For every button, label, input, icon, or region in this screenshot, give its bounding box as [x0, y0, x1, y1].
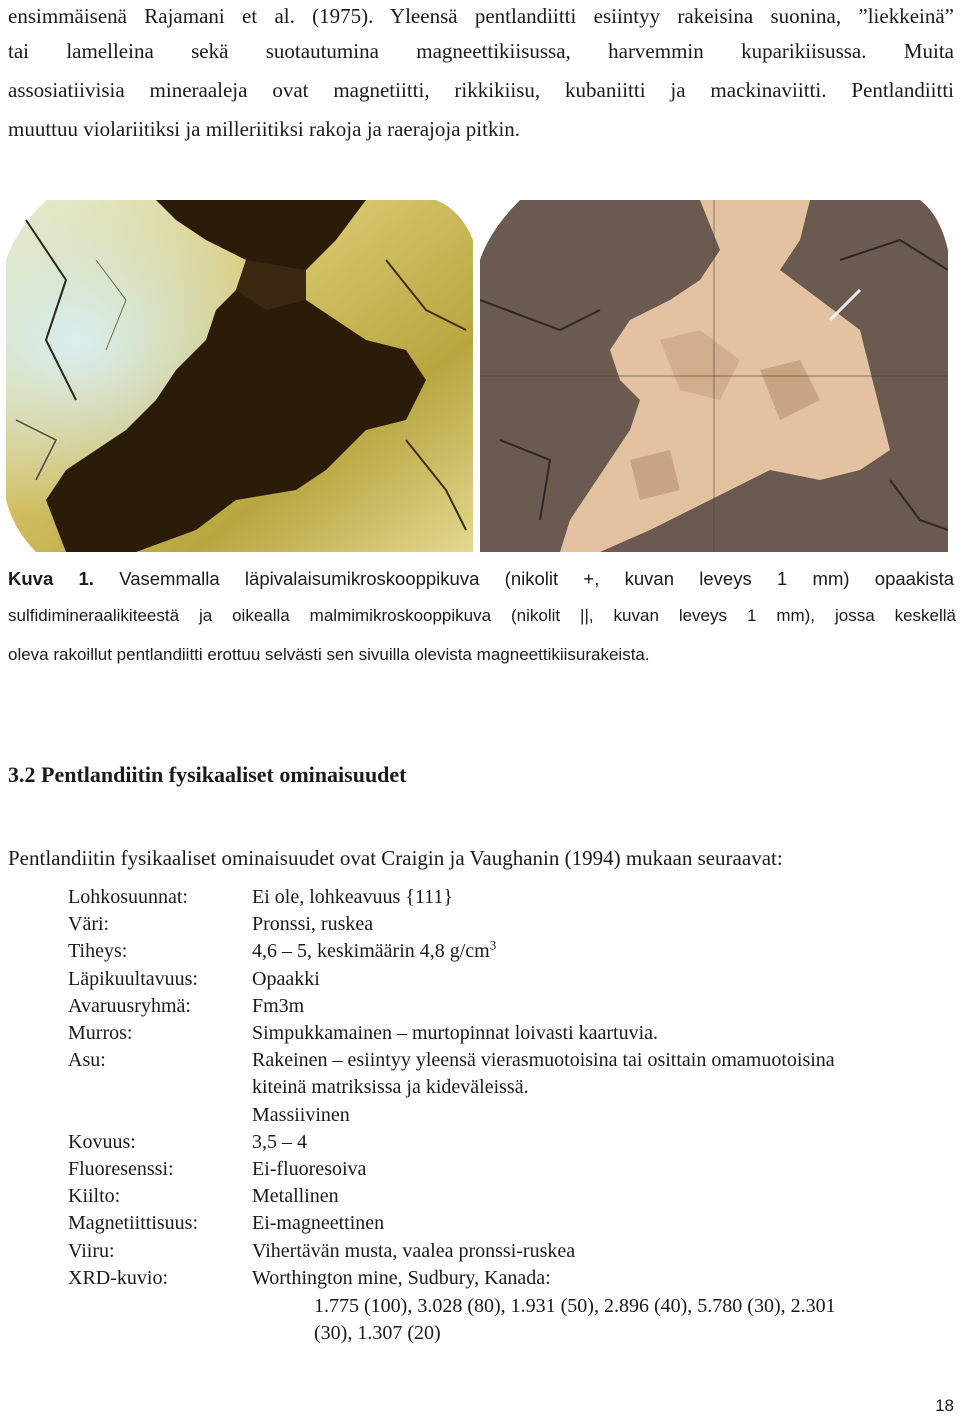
property-value-text: Massiivinen — [252, 1103, 350, 1126]
reflected-light-micrograph — [480, 200, 948, 552]
property-value — [252, 966, 320, 992]
property-value — [252, 1102, 350, 1128]
property-value — [252, 1047, 835, 1073]
property-label: XRD-kuvio: — [68, 1266, 168, 1289]
figure-caption-line-1 — [8, 566, 954, 592]
property-label: Avaruusryhmä: — [68, 994, 191, 1017]
property-label: Väri: — [68, 913, 110, 936]
property-value-text: Pronssi, ruskea — [252, 913, 374, 936]
property-label: Tiheys: — [68, 940, 128, 963]
property-value-superscript: 3 — [489, 937, 497, 953]
property-value — [252, 1156, 366, 1182]
property-value — [252, 911, 373, 937]
property-label: Viiru: — [68, 1239, 115, 1262]
property-value-text: Worthington mine, Sudbury, Kanada: — [252, 1266, 551, 1289]
property-value — [252, 938, 496, 964]
property-value — [252, 993, 304, 1019]
figure-caption-text-1: Vasemmalla läpivalaisumikroskooppikuva (nikolit +, kuvan leveys 1 mm) opaakista — [119, 568, 954, 589]
section-intro: Pentlandiitin fysikaaliset ominaisuudet ovat Craigin ja Vaughanin (1994) mukaan seuraavat: — [8, 846, 783, 870]
property-label: Fluoresenssi: — [68, 1158, 174, 1180]
property-value-text: Metallinen — [252, 1185, 339, 1208]
xrd-values-line-1: 1.775 (100), 3.028 (80), 1.931 (50), 2.896 (40), 5.780 (30), 2.301 — [314, 1295, 836, 1317]
intro-line-3: assosiatiivisia mineraaleja ovat magnetiitti, rikkikiisu, kubaniitti ja mackinaviitti. Pentlandiitti — [8, 78, 954, 102]
property-value-text: Opaakki — [252, 967, 320, 990]
property-value — [252, 1210, 384, 1236]
property-value — [252, 1183, 339, 1209]
property-label: Kiilto: — [68, 1185, 121, 1208]
property-label: Lohkosuunnat: — [68, 886, 188, 908]
property-label: Kovuus: — [68, 1130, 136, 1153]
figure-caption-line-2: sulfidimineraalikiteestä ja oikealla malmimikroskooppikuva (nikolit ||, kuvan leveys 1 mm), jossa keskellä — [8, 606, 956, 625]
property-value-text: Vihertävän musta, vaalea pronssi-ruskea — [252, 1239, 576, 1262]
figure-caption-label: Kuva 1. — [8, 568, 94, 589]
property-value-text: 4,6 – 5, keskimäärin 4,8 g/cm — [252, 940, 490, 963]
property-value-text: kiteinä matriksissa ja kideväleissä. — [252, 1076, 529, 1099]
property-value — [252, 1074, 529, 1100]
page-number: 18 — [935, 1396, 954, 1415]
intro-line-4: muuttuu violariitiksi ja milleriitiksi rakoja ja raerajoja pitkin. — [8, 117, 521, 141]
property-value-text: Ei ole, lohkeavuus {111} — [252, 886, 454, 908]
figure-caption-line-3: oleva rakoillut pentlandiitti erottuu selvästi sen sivuilla olevista magneettikiisurakeista. — [8, 645, 650, 664]
xrd-values-line-2: (30), 1.307 (20) — [314, 1322, 441, 1344]
section-heading: 3.2 Pentlandiitin fysikaaliset ominaisuudet — [8, 762, 407, 787]
property-label: Läpikuultavuus: — [68, 967, 198, 990]
property-value — [252, 1265, 551, 1291]
property-value-text: Simpukkamainen – murtopinnat loivasti kaartuvia. — [252, 1022, 659, 1044]
property-value-text: Ei-fluoresoiva — [252, 1158, 367, 1180]
property-value-text: Ei-magneettinen — [252, 1212, 385, 1235]
property-value — [252, 1238, 575, 1264]
property-label: Murros: — [68, 1022, 133, 1044]
property-value — [252, 884, 453, 910]
property-value — [252, 1020, 658, 1046]
property-label: Magnetiittisuus: — [68, 1212, 198, 1235]
property-value — [252, 1129, 307, 1155]
intro-line-1: ensimmäisenä Rajamani et al. (1975). Yleensä pentlandiitti esiintyy rakeisina suonina, ”liekkeinä” — [8, 4, 954, 28]
property-value-text: 3,5 – 4 — [252, 1130, 307, 1153]
property-value-text: Fm3m — [252, 994, 305, 1017]
property-label: Asu: — [68, 1049, 106, 1072]
intro-line-2: tai lamelleina sekä suotautumina magneettikiisussa, harvemmin kuparikiisussa. Muita — [8, 39, 954, 63]
transmitted-light-micrograph — [6, 200, 473, 552]
property-value-text: Rakeinen – esiintyy yleensä vierasmuotoisina tai osittain omamuotoisina — [252, 1049, 835, 1072]
